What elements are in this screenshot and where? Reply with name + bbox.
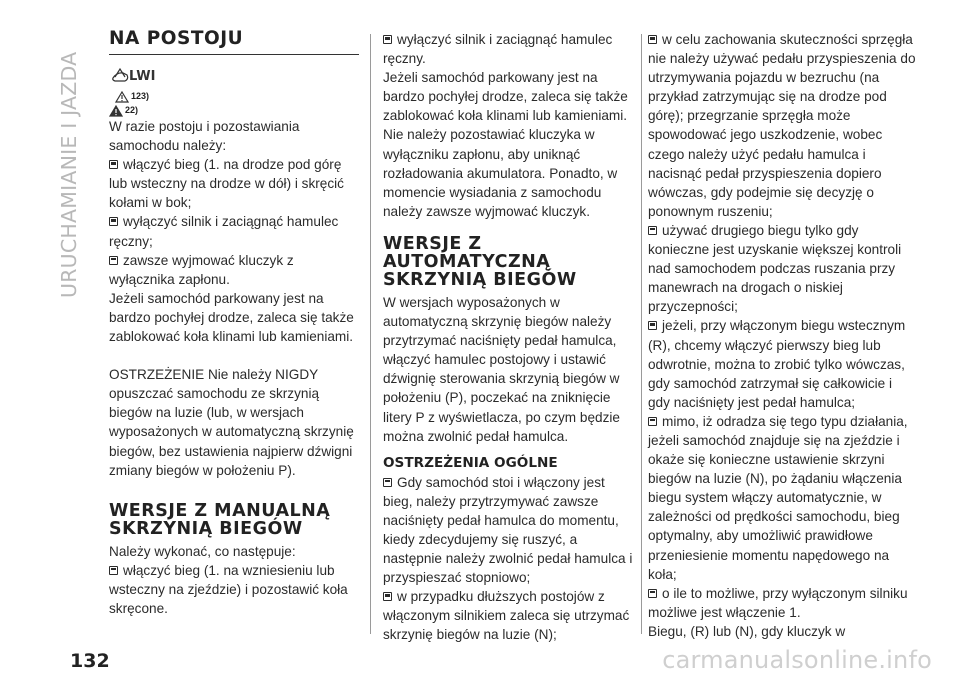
bullet-icon	[383, 478, 392, 487]
bullet-icon	[109, 566, 118, 575]
general-warnings-title: OSTRZEŻENIA OGÓLNE	[383, 454, 558, 471]
svg-text:LWI: LWI	[129, 69, 155, 84]
list-item: w celu zachowania skuteczności sprzęgła nie należy używać pedału przyspieszenia do utrzymywania pojazdu w bezruchu (na przykład zatrzymując się na drodze pod górę); przegrzanie sprzęgła może spowodować jego uszkodzenie, wobec czego należy użyć pedału hamulca i nacisnąć pedał przyspieszenia dopiero wówczas, gdy podejmie się decyzję o ponownym ruszeniu;	[648, 32, 916, 219]
bullet-icon	[383, 35, 392, 44]
paragraph: Biegu, (R) lub (N), gdy kluczyk w	[648, 623, 846, 639]
reference-number: 22)	[125, 105, 139, 115]
list-item: mimo, iż odradza się tego typu działania, jeżeli samochód znajduje się na zjeździe i okaże się konieczne ustawienie skrzyni biegów na luzie (N), po żądaniu włączenia biegu system włączy automatycznie, w zależności od prędkości samochodu, bieg optymalny, aby umożliwić prawidłowe przeniesienie momentu napędowego na koła;	[648, 413, 908, 582]
list-item: wyłączyć silnik i zaciągnąć hamulec ręczny.	[383, 32, 613, 67]
paragraph: Jeżeli samochód parkowany jest na bardzo pochyłej drodze, zaleca się także zablokować koła klinami lub kamieniami.	[383, 70, 628, 124]
subsection-title: WERSJE Z MANUALNĄ SKRZYNIĄ BIEGÓW	[109, 500, 331, 539]
parked-car-warning-icon	[111, 63, 155, 85]
warning-paragraph: OSTRZEŻENIE Nie należy NIGDY opuszczać samochodu ze skrzynią biegów na luzie (lub, w wersjach wyposażonych w automatyczną skrzynię biegów, bez ustawienia najpierw dźwigni zmiany biegów w położeniu P).	[109, 367, 354, 478]
paragraph: W razie postoju i pozostawiania samochodu należy:	[109, 119, 300, 154]
paragraph: Jeżeli samochód parkowany jest na bardzo pochyłej drodze, zaleca się także zablokować koła klinami lub kamieniami.	[109, 290, 354, 345]
list-item: włączyć bieg (1. na drodze pod górę lub wsteczny na drodze w dół) i skręcić kołami w bok;	[109, 157, 344, 211]
watermark: carmanualsonline.info	[662, 646, 932, 674]
column-3	[648, 30, 916, 641]
list-item: w przypadku dłuższych postojów z włączonym silnikiem zaleca się utrzymać skrzynię biegów na luzie (N);	[383, 589, 630, 643]
bullet-icon	[648, 417, 657, 426]
bullet-icon	[648, 589, 657, 598]
bullet-icon	[648, 321, 657, 330]
list-item: o ile to możliwe, przy wyłączonym silniku możliwe jest włączenie 1.	[648, 585, 908, 620]
column-2	[383, 30, 633, 645]
list-item: Gdy samochód stoi i włączony jest bieg, należy przytrzymywać zawsze naciśnięty pedał hamulca do momentu, kiedy zdecydujemy się ruszyć, a następnie należy zwolnić pedał hamulca i przyspieszać stopniowo;	[383, 474, 633, 586]
bullet-icon	[109, 256, 118, 265]
reference-number: 123)	[131, 91, 150, 101]
list-item: wyłączyć silnik i zaciągnąć hamulec ręczny;	[109, 214, 339, 249]
bullet-icon	[648, 226, 657, 235]
list-item: zawsze wyjmować kluczyk z wyłącznika zapłonu.	[109, 252, 294, 287]
column-1	[109, 30, 359, 618]
section-title: NA POSTOJU	[109, 28, 244, 49]
paragraph: Należy wykonać, co następuje:	[109, 543, 296, 559]
bullet-icon	[648, 35, 657, 44]
title-rule	[109, 54, 359, 55]
bullet-icon	[109, 217, 118, 226]
bullet-icon	[109, 160, 118, 169]
bullet-icon	[383, 592, 392, 601]
warning-icons	[109, 59, 359, 117]
page-number: 132	[70, 650, 110, 672]
reference-row	[109, 101, 138, 120]
column-divider	[641, 34, 642, 634]
paragraph: W wersjach wyposażonych w automatyczną skrzynię biegów należy przytrzymać naciśnięty pedał hamulca, włączyć hamulec postojowy i ustawić dźwignię sterowania skrzynią biegów w położeniu (P), poczekać na zniknięcie litery P z wyświetlacza, po czym będzie można zwolnić pedał hamulca.	[383, 294, 620, 444]
side-chapter-title: URUCHAMIANIE I JAZDA	[57, 51, 81, 298]
list-item: używać drugiego biegu tylko gdy konieczne jest uzyskanie większej kontroli nad samochodem podczas ruszania przy manewrach na drogach o niskiej przyczepności;	[648, 222, 902, 315]
list-item: jeżeli, przy włączonym biegu wstecznym (R), chcemy włączyć pierwszy bieg lub odwrotnie, można to zrobić tylko wówczas, gdy samochód zatrzymał się całkowicie i gdy naciśnięty jest pedał hamulca;	[648, 318, 906, 410]
subsection-title: WERSJE Z AUTOMATYCZNĄ SKRZYNIĄ BIEGÓW	[383, 233, 577, 290]
caution-triangle-icon	[109, 105, 123, 117]
list-item: włączyć bieg (1. na wzniesieniu lub wsteczny na zjeździe) i pozostawić koła skręcone.	[109, 562, 348, 616]
paragraph: Nie należy pozostawiać kluczyka w wyłączniku zapłonu, aby uniknąć rozładowania akumulatora. Ponadto, w momencie wysiadania z samochodu należy zawsze wyjmować kluczyk.	[383, 127, 618, 219]
column-divider	[370, 34, 371, 634]
